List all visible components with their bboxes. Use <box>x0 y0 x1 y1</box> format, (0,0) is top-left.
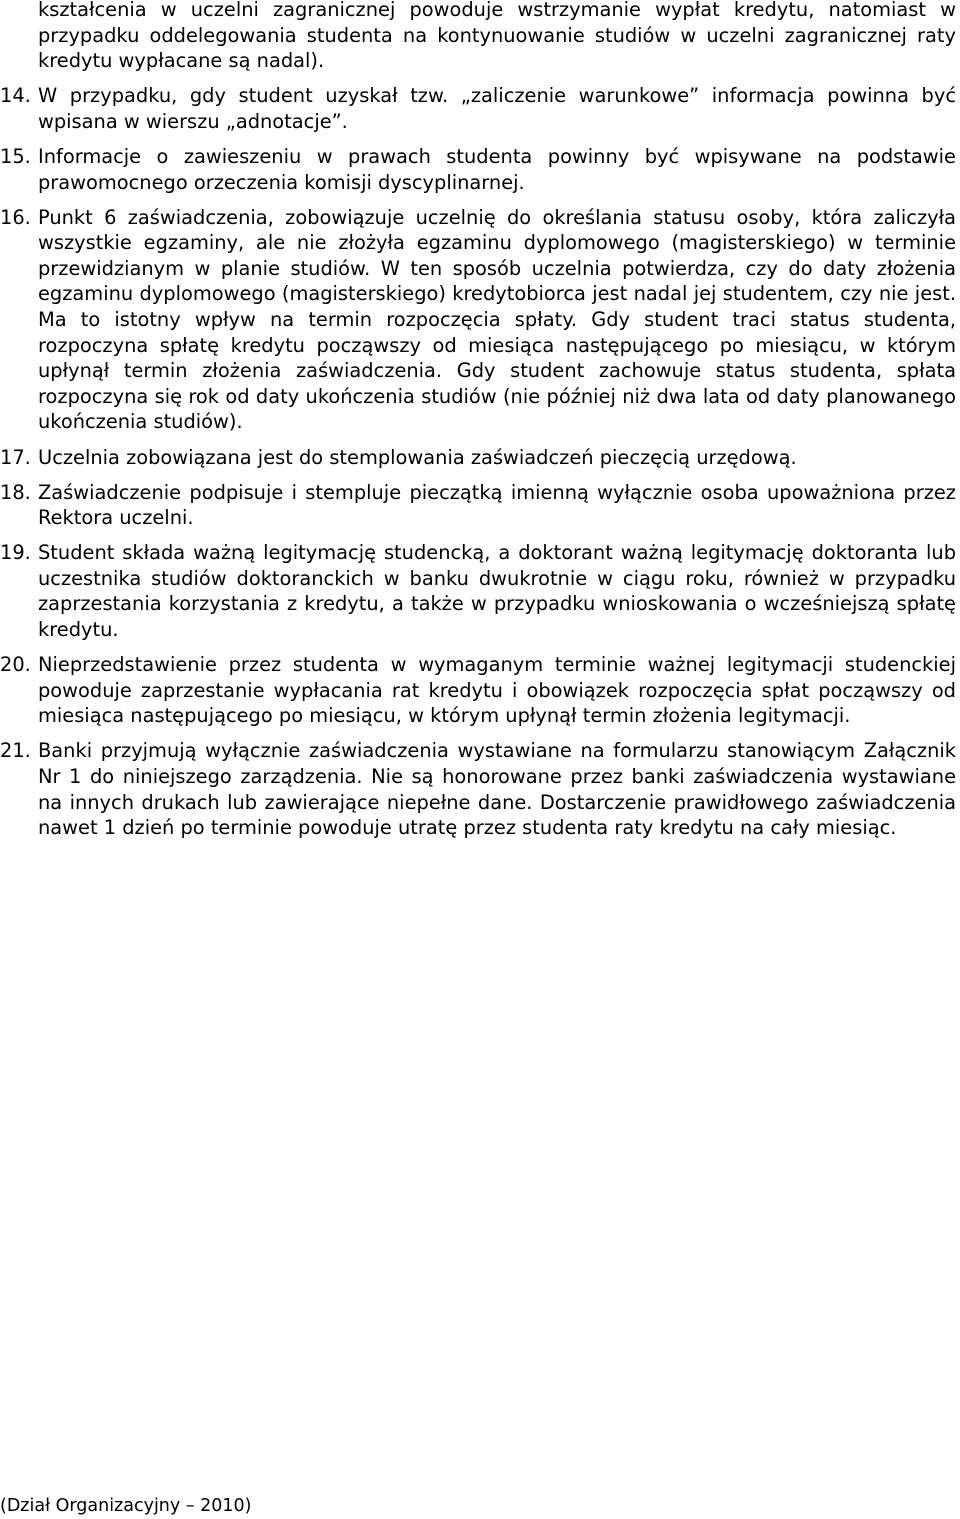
list-item <box>0 445 956 471</box>
item-text: Nieprzedstawienie przez studenta w wymaganym terminie ważnej legitymacji studenckiej powoduje zaprzestanie wypłacania rat kredytu i obowiązek rozpoczęcia spłat począwszy od miesiąca następującego po miesiącu, w którym upłynął termin złożenia legitymacji. <box>38 653 956 728</box>
continuation-paragraph: kształcenia w uczelni zagranicznej powoduje wstrzymanie wypłat kredytu, natomiast w przypadku oddelegowania studenta na kontynuowanie studiów w uczelni zagranicznej raty kredytu wypłacane są nadal). <box>38 0 956 73</box>
page-footer: (Dział Organizacyjny – 2010) <box>0 1496 252 1516</box>
item-number: 17. <box>0 445 31 469</box>
item-number: 16. <box>0 205 31 229</box>
list-item <box>0 144 956 195</box>
item-number: 14. <box>0 84 31 108</box>
item-text: Informacje o zawieszeniu w prawach studenta powinny być wpisywane na podstawie prawomocnego orzeczenia komisji dyscyplinarnej. <box>38 144 956 194</box>
item-text: Banki przyjmują wyłącznie zaświadczenia wystawiane na formularzu stanowiącym Załącznik Nr 1 do niniejszego zarządzenia. Nie są honorowane przez banki zaświadczenia wystawiane na innych drukach lub zawierające niepełne dane. Dostarczenie prawidłowego zaświadczenia nawet 1 dzień po terminie powoduje utratę przez studenta raty kredytu na cały miesiąc. <box>38 739 956 840</box>
item-number: 18. <box>0 480 31 504</box>
list-item <box>0 205 956 435</box>
item-number: 19. <box>0 541 31 565</box>
item-number: 21. <box>0 739 31 763</box>
item-number: 15. <box>0 144 31 168</box>
list-item <box>0 540 956 642</box>
list-item <box>0 738 956 840</box>
item-text: Zaświadczenie podpisuje i stempluje pieczątką imienną wyłącznie osoba upoważniona przez Rektora uczelni. <box>38 480 956 530</box>
item-text: W przypadku, gdy student uzyskał tzw. „zaliczenie warunkowe” informacja powinna być wpisana w wierszu „adnotacje”. <box>38 84 956 133</box>
item-number: 20. <box>0 653 31 677</box>
item-text: Punkt 6 zaświadczenia, zobowiązuje uczelnię do określania statusu osoby, która zaliczyła wszystkie egzaminy, ale nie złożyła egzaminu dyplomowego (magisterskiego) w terminie przewidzianym w planie studiów. W ten sposób uczelnia potwierdza, czy do daty złożenia egzaminu dyplomowego (magisterskiego) kredytobiorca jest nadal jej studentem, czy nie jest. Ma to istotny wpływ na termin rozpoczęcia spłaty. Gdy student traci status studenta, rozpoczyna spłatę kredytu począwszy od miesiąca następującego po miesiącu, w którym upłynął termin złożenia zaświadczenia. Gdy student zachowuje status studenta, spłata rozpoczyna się rok od daty ukończenia studiów (nie później niż dwa lata od daty planowanego ukończenia studiów). <box>38 205 956 434</box>
item-text: Student składa ważną legitymację studencką, a doktorant ważną legitymację doktoranta lub uczestnika studiów doktoranckich w banku dwukrotnie w ciągu roku, również w przypadku zaprzestania korzystania z kredytu, a także w przypadku wnioskowania o wcześniejszą spłatę kredytu. <box>38 541 956 642</box>
list-item <box>0 83 956 134</box>
list-item <box>0 480 956 531</box>
list-item <box>0 652 956 729</box>
item-text: Uczelnia zobowiązana jest do stemplowania zaświadczeń pieczęcią urzędową. <box>38 445 797 469</box>
